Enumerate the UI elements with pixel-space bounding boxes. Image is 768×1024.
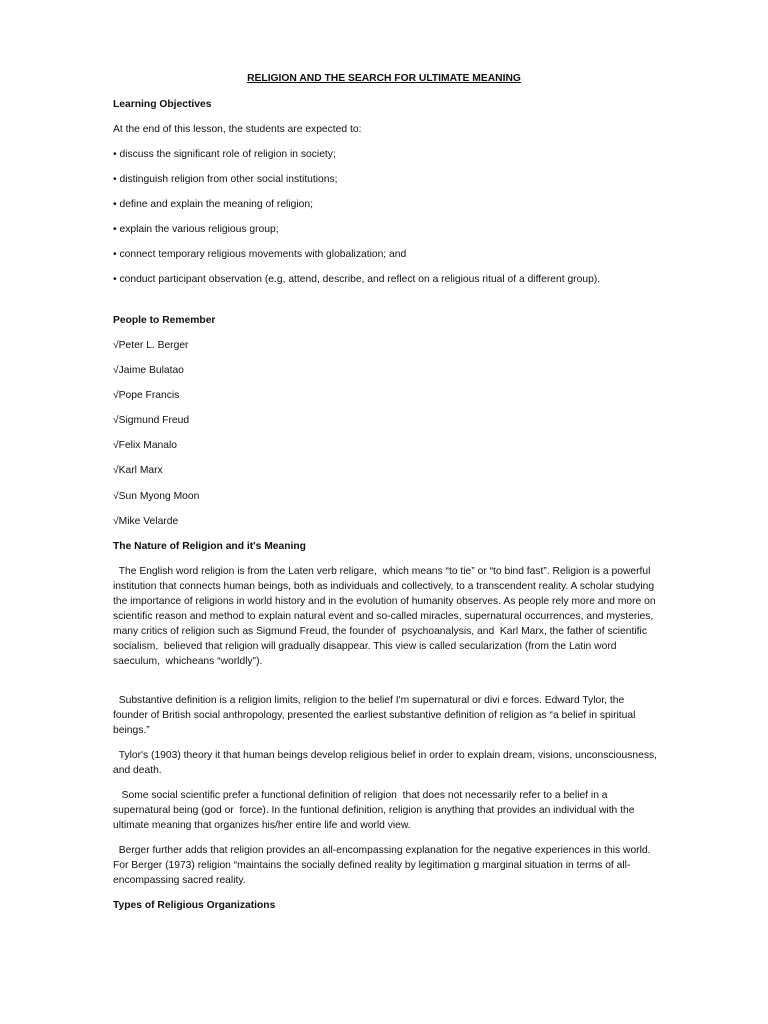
objective-item: • distinguish religion from other social institutions; (113, 174, 338, 185)
nature-paragraph: Berger further adds that religion provides an all-encompassing explanation for the negative experiences in this world. For Berger (1973) religion “maintains the socially defined reality by legitimation g marginal situation in terms of all-encompassing sacred reality. (113, 845, 654, 886)
person-item: √Jaime Bulatao (113, 365, 184, 376)
objective-item: • conduct participant observation (e.g, attend, describe, and reflect on a religious ritual of a different group). (113, 274, 601, 285)
objectives-intro: At the end of this lesson, the students are expected to: (113, 124, 362, 135)
nature-paragraph: Substantive definition is a religion limits, religion to the belief I'm supernatural or divi e forces. Edward Tylor, the founder of British social anthropology, presented the earliest substantive definition of religion as “a belief in spiritual beings.” (113, 695, 639, 736)
learning-objectives-heading: Learning Objectives (113, 99, 212, 110)
person-item: √Karl Marx (113, 465, 163, 476)
page-title: RELIGION AND THE SEARCH FOR ULTIMATE MEANING (247, 73, 521, 84)
people-heading: People to Remember (113, 315, 216, 326)
person-item: √Mike Velarde (113, 516, 179, 527)
objective-item: • explain the various religious group; (113, 224, 279, 235)
nature-paragraph: Tylor's (1903) theory it that human beings develop religious belief in order to explain dream, visions, unconsciousness, and death. (113, 750, 660, 776)
objective-item: • define and explain the meaning of religion; (113, 199, 313, 210)
person-item: √Sun Myong Moon (113, 491, 200, 502)
nature-heading: The Nature of Religion and it's Meaning (113, 541, 306, 552)
types-heading: Types of Religious Organizations (113, 900, 276, 911)
nature-paragraph: Some social scientific prefer a functional definition of religion that does not necessarily refer to a belief in a supernatural being (god or force). In the funtional definition, religion is anything that provides an individual with the ultimate meaning that organizes his/her entire life and world view. (113, 790, 638, 831)
nature-paragraph: The English word religion is from the Laten verb religare, which means “to tie” or “to bind fast”. Religion is a powerful institution that connects human beings, both as individuals and collectively, to a transcendent reality. A scholar studying the importance of religions in world history and in the evolution of humanity observes. As people rely more and more on scientific reason and method to explain natural event and so-called miracles, supernatural occurrences, and mysteries, many critics of religion such as Sigmund Freud, the founder of psychoanalysis, and Karl Marx, the father of scientific socialism, believed that religion will gradually disappear. This view is called secularization (from the Latin word saeculum, whicheans “worldly”). (113, 566, 659, 667)
person-item: √Peter L. Berger (113, 340, 189, 351)
objective-item: • discuss the significant role of religion in society; (113, 149, 336, 160)
person-item: √Sigmund Freud (113, 415, 190, 426)
person-item: √Felix Manalo (113, 440, 178, 451)
person-item: √Pope Francis (113, 390, 180, 401)
objective-item: • connect temporary religious movements with globalization; and (113, 249, 407, 260)
